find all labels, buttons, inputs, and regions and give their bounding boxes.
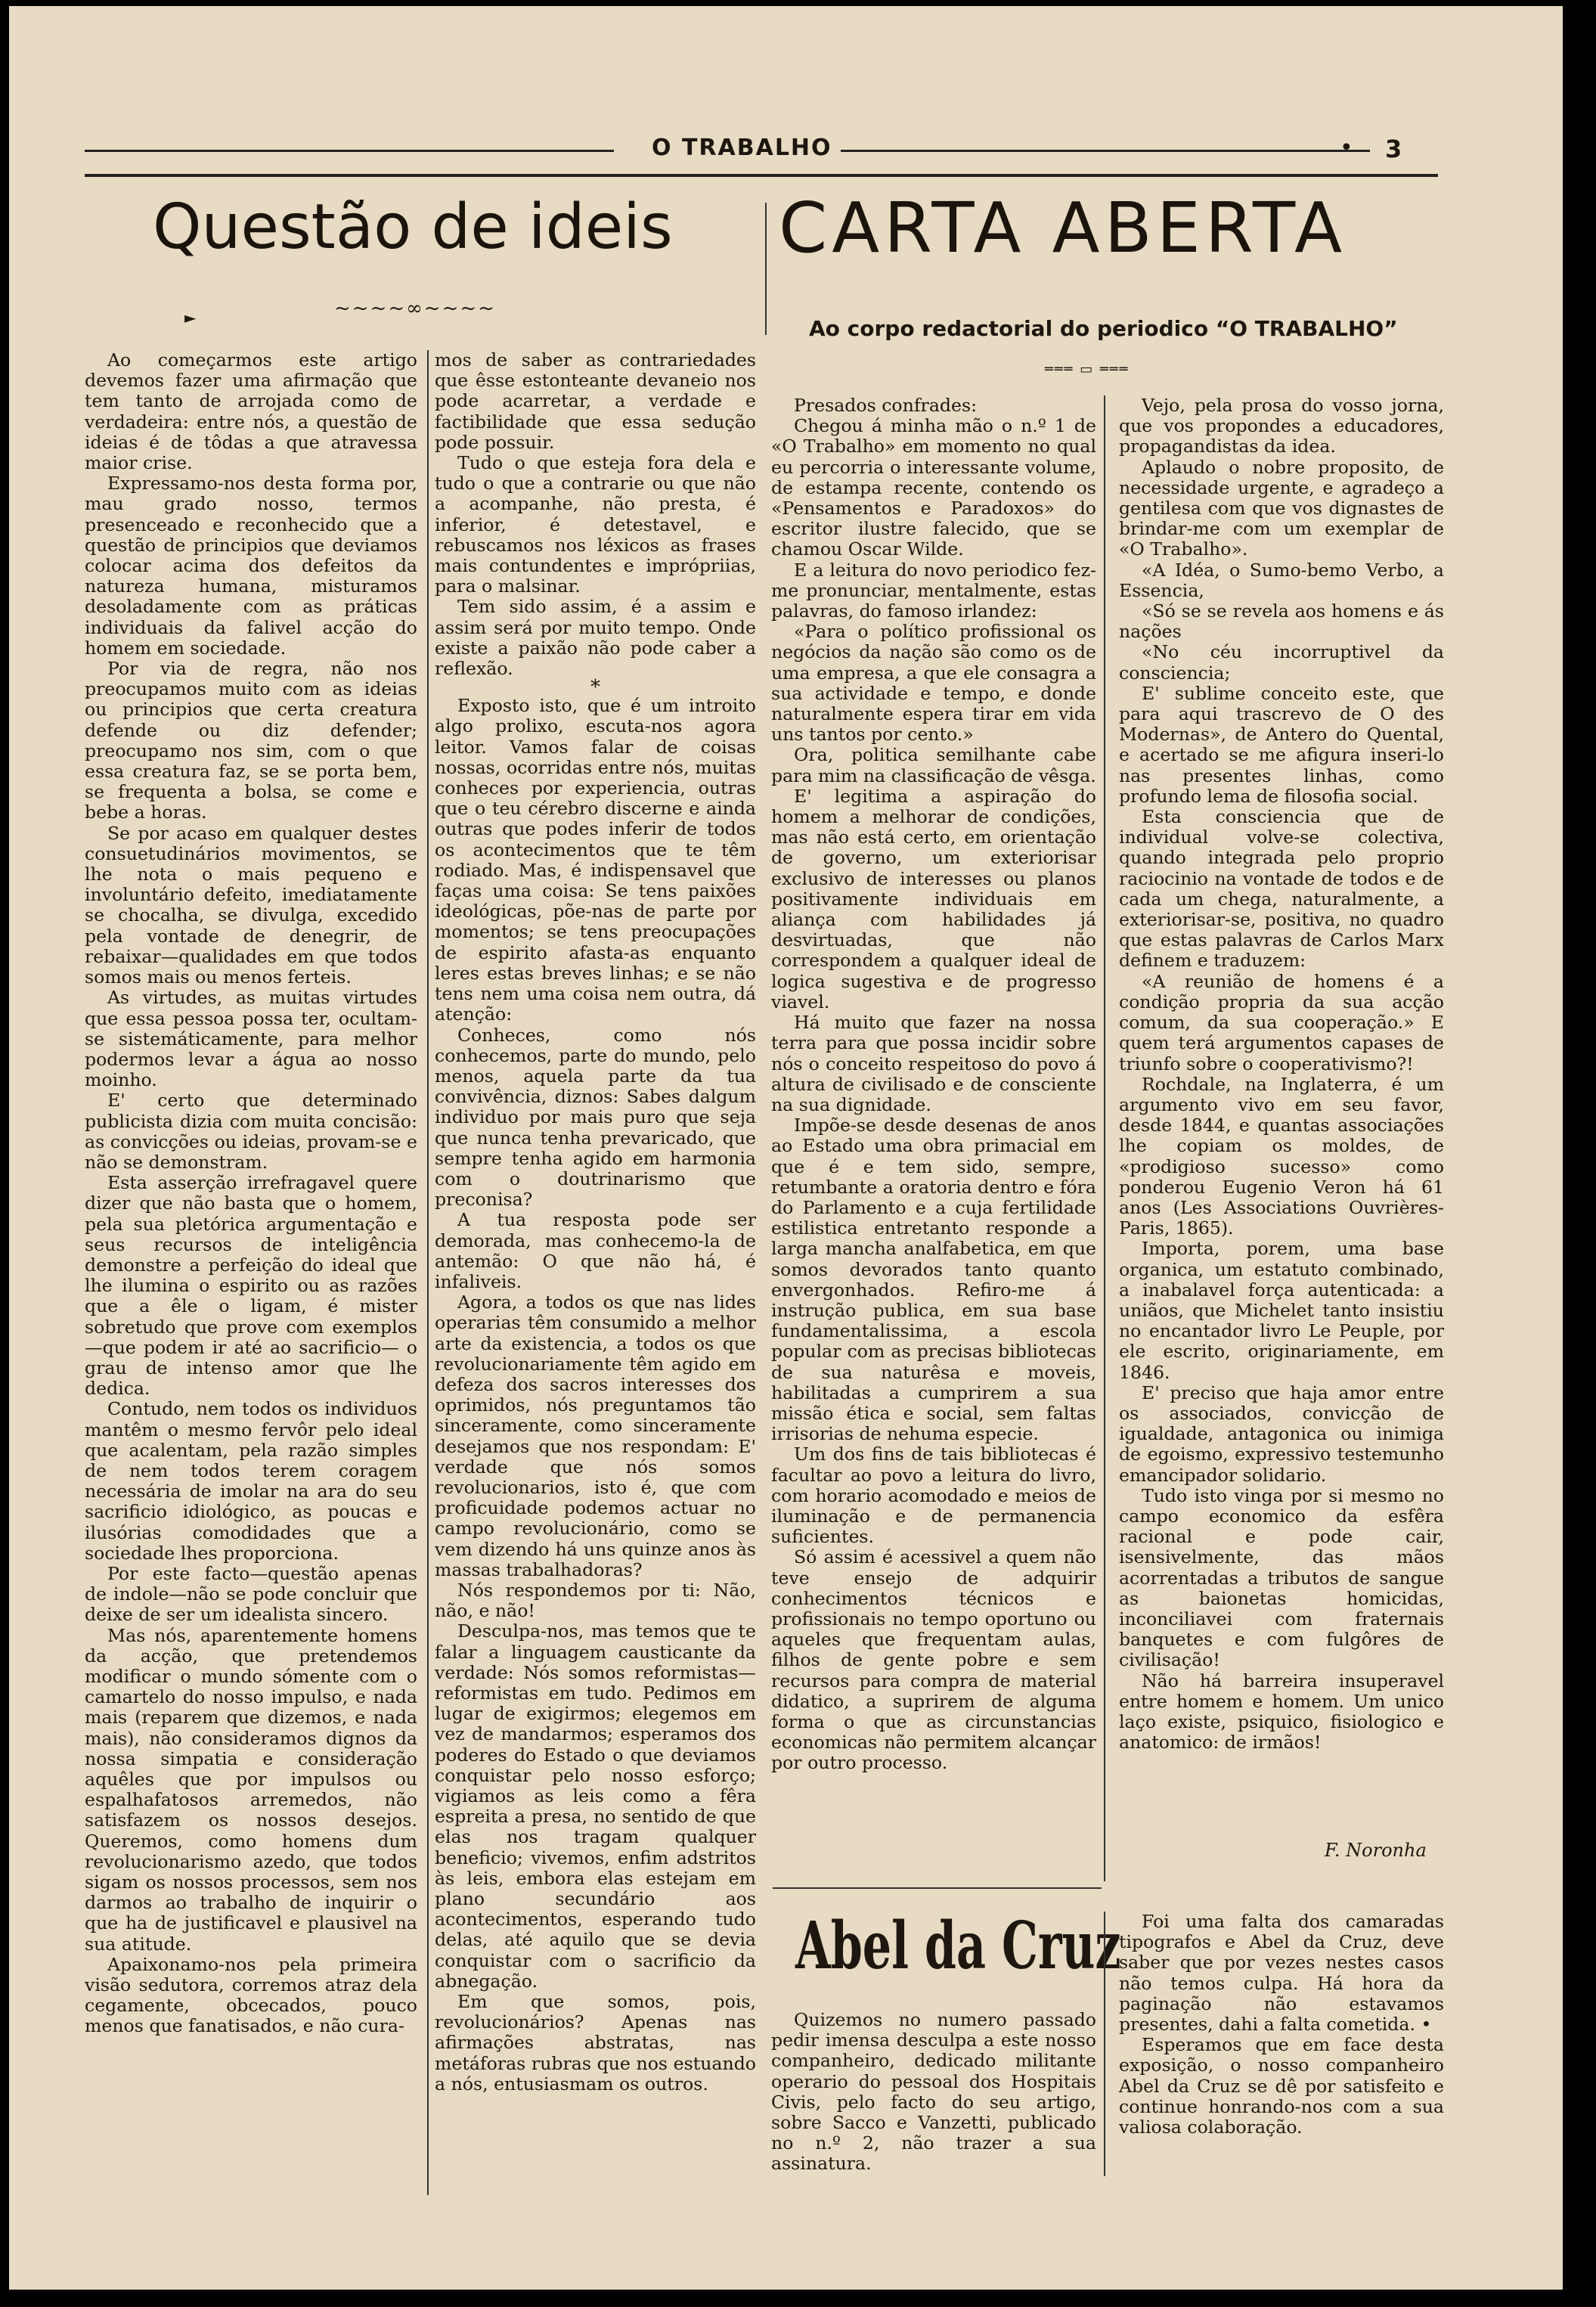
paragraph: Vejo, pela prosa do vosso jorna, que vos propondes a educadores, propagandistas da idea.: [1119, 395, 1444, 457]
article-title-abel: Abel da Cruz: [795, 1908, 1121, 1984]
paragraph: Tudo o que esteja fora dela e tudo o que a contrarie ou que não a acompanhe, não presta, é inferior, é detestavel, e rebuscamos nos léxicos as frases mais contundentes e imprópriias, para o malsinar.: [435, 452, 756, 597]
paragraph: Ao começarmos este artigo devemos fazer uma afirmação que tem tanto de arrojada como de verdadeira: entre nós, a questão de ideias é de tôdas a que atravessa maior crise.: [85, 349, 417, 474]
article-subtitle: Ao corpo redactorial do periodico “O TRABALHO”: [809, 316, 1398, 341]
title-ornament: ~~~~∞~~~~: [334, 297, 496, 320]
paragraph: Exposto isto, que é um introito algo prolixo, escuta-nos agora leitor. Vamos falar de coisas nossas, ocorridas entre nós, muitas conheces por experiencia, outras que o teu cérebro discerne e ainda outras que podes inferir de todos os acontecimentos que te têm rodiado. Mas, é indispensavel que faças uma coisa: Se tens paixões ideológicas, põe-nas de parte por momentos; se tens preocupações de espirito afasta-as enquanto leres estas breves linhas; e se não tens nem uma coisa nem outra, dá atenção:: [435, 695, 756, 1025]
paragraph: As virtudes, as muitas virtudes que essa pessoa possa ter, ocultam-se sistemáticamente, para melhor podermos levar a água ao nosso moinho.: [85, 987, 417, 1091]
paragraph: E a leitura do novo periodico fez-me pronunciar, mentalmente, estas palavras, do famoso irlandez:: [771, 559, 1096, 622]
paragraph: mos de saber as contrariedades que êsse estonteante devaneio nos pode acarretar, a verdade e factibilidade que essa sedução pode possuir.: [435, 349, 756, 453]
article2-column-1: [771, 395, 1096, 1774]
signature: F. Noronha: [1325, 1840, 1427, 1861]
arrow-ornament: ►: [184, 309, 198, 327]
paragraph: «A reunião de homens é a condição propria da sua acção comum, da sua cooperação.» E quem terá argumentos capases de triunfo sobre o cooperativismo?!: [1119, 970, 1444, 1074]
paragraph: «Só se se revela aos homens e ás nações: [1119, 600, 1444, 643]
header-bullet: •: [1340, 135, 1353, 161]
paragraph: Desculpa-nos, mas temos que te falar a linguagem causticante da verdade: Nós somos reformistas—reformistas em tudo. Pedimos em lugar de exigirmos; elegemos em vez de mandarmos; esperamos dos poderes do Estado o que deviamos conquistar pelo nosso esforço; vigiamos as leis como a fêra espreita a presa, no sentido de que elas nos tragam qualquer beneficio; vivemos, enfim adstritos às leis, embora elas estejam em plano secundário aos acontecimentos, esperando tudo delas, até aquilo que se devia conquistar com o sacrificio da abnegação.: [435, 1620, 756, 1992]
paragraph: Tudo isto vinga por si mesmo no campo economico da esfêra racional e pode cair, isensivelmente, das mãos acorrentadas a tributos de sangue as baionetas homicidas, inconciliavei com fraternais banquetes e com fulgôres de civilisação!: [1119, 1484, 1444, 1671]
paragraph: Expressamo-nos desta forma por, mau grado nosso, termos presenceado e reconhecido que a questão de principios que deviamos colocar acima dos defeitos da natureza humana, misturamos desoladamente com as práticas individuais da falivel acção do homem em sociedade.: [85, 473, 417, 659]
paragraph: Esta asserção irrefragavel quere dizer que não basta que o homem, pela sua pletórica argumentação e seus recursos de inteligência demonstre a perfeição do ideal que lhe ilumina o espirito ou as razões que a êle o ligam, é mister sobretudo que prove com exemplos —que podem ir até ao sacrificio— o grau de intenso amor que lhe dedica.: [85, 1172, 417, 1400]
paragraph: Ora, politica semilhante cabe para mim na classificação de vêsga.: [771, 744, 1096, 786]
paragraph: Esperamos que em face desta exposição, o nosso companheiro Abel da Cruz se dê por satisfeito e continue honrando-nos com a sua valiosa colaboração.: [1119, 2034, 1444, 2138]
paragraph: E' certo que determinado publicista dizia com muita concisão: as convicções ou ideias, provam-se e não se demonstram.: [85, 1090, 417, 1173]
article3-column-1: [771, 2010, 1096, 2175]
header-rule-right: [841, 150, 1370, 152]
subtitle-ornament: ═══ ▭ ═══: [1045, 361, 1130, 377]
paragraph: Apaixonamo-nos pela primeira visão sedutora, corremos atraz dela cegamente, obcecados, pouco menos que fanatisados, e não cura-: [85, 1953, 417, 2037]
paragraph: Esta consciencia que de individual volve-se colectiva, quando integrada pelo proprio raciocinio na vontade de todos e de cada um chega, naturalmente, a exteriorisar-se, positiva, no quadro que estas palavras de Carlos Marx definem e traduzem:: [1119, 806, 1444, 972]
paragraph: «A Idéa, o Sumo-bemo Verbo, a Essencia,: [1119, 559, 1444, 601]
paragraph: Um dos fins de tais bibliotecas é facultar ao povo a leitura do livro, com horario acomodado e meios de iluminação e de permanencia suficientes.: [771, 1443, 1096, 1548]
paragraph: E' preciso que haja amor entre os associados, convicção de igualdade, antagonica ou inimiga de egoismo, expressivo testemunho emancipador solidario.: [1119, 1381, 1444, 1486]
column-rule: [1104, 395, 1105, 1881]
paragraph: «Para o político profissional os negócios da nação são como os de uma empresa, a que ele consagra a sua actividade e tempo, e donde naturalmente espera tirar em vida uns tantos por cento.»: [771, 621, 1096, 746]
paragraph: «No céu incorruptivel da consciencia;: [1119, 641, 1444, 684]
article2-column-2: [1119, 395, 1444, 1753]
paragraph: Não há barreira insuperavel entre homem e homem. Um unico laço existe, psiquico, fisiologico e anatomico: de irmãos!: [1119, 1670, 1444, 1754]
paragraph: E' sublime conceito este, que para aqui trascrevo de O des Modernas», de Antero do Quental, e acertado se me afigura inseri-lo nas presentes linhas, como profundo lema de filosofia social.: [1119, 682, 1444, 807]
column-rule: [1104, 1912, 1105, 2176]
paragraph: Por via de regra, não nos preocupamos muito com as ideias ou principios que certa creatura defende ou diz defender; preocupamo nos sim, com o que essa creatura faz, se se porta bem, se frequenta a bolsa, se come e bebe a horas.: [85, 658, 417, 823]
paragraph: Agora, a todos os que nas lides operarias têm consumido a melhor arte da existencia, a todos os que revolucionariamente têm agido em defeza dos sacros interesses dos oprimidos, nós preguntamos tão sinceramente, como sinceramente desejamos que nos respondam: E' verdade que nós somos revolucionarios, isto é, que com proficuidade podemos actuar no campo revolucionário, como se vem dizendo há uns quinze anos às massas trabalhadoras?: [435, 1291, 756, 1580]
paragraph: Se por acaso em qualquer destes consuetudinários movimentos, se lhe nota o mais pequeno e involuntário defeito, imediatamente se chocalha, se divulga, excedido pela vontade de denegrir, de rebaixar—qualidades em que todos somos mais ou menos ferteis.: [85, 822, 417, 988]
section-star: *: [590, 676, 600, 699]
paragraph: Quizemos no numero passado pedir imensa desculpa a este nosso companheiro, dedicado militante operario do pessoal dos Hospitais Civis, pelo facto do seu artigo, sobre Sacco e Vanzetti, publicado no n.º 2, não trazer a sua assinatura.: [771, 2009, 1096, 2175]
article-title-questao: Questão de ideis: [153, 191, 673, 263]
column-rule: [765, 203, 767, 335]
paragraph: Nós respondemos por ti: Não, não, e não!: [435, 1579, 756, 1622]
article1-column-2-bottom: [435, 696, 756, 2095]
article1-column-2-top: [435, 350, 756, 679]
header-rule-left: [85, 150, 614, 152]
paragraph: Contudo, nem todos os individuos mantêm o mesmo fervôr pelo ideal que acalentam, pela razão simples de nem todos terem coragem necessária de imolar na ara do seu sacrificio idiológico, as poucas e ilusórias comodidades que a sociedade lhes proporciona.: [85, 1398, 417, 1564]
paragraph: Chegou á minha mão o n.º 1 de «O Trabalho» em momento no qual eu percorria o interessante volume, de estampa recente, contendo os «Pensamentos e Paradoxos» do escritor ilustre falecido, que se chamou Oscar Wilde.: [771, 415, 1096, 560]
article-title-carta-aberta: CARTA ABERTA: [779, 188, 1347, 268]
paragraph: Rochdale, na Inglaterra, é um argumento vivo em seu favor, desde 1844, e quantas associações lhe copiam os moldes, de «prodigioso sucesso» como ponderou Eugenio Veron há 61 anos (Les Associations Ouvrières-Paris, 1865).: [1119, 1073, 1444, 1239]
paragraph: Foi uma falta dos camaradas tipografos e Abel da Cruz, deve saber que por vezes nestes casos não temos culpa. Há hora da paginação não estavamos presentes, dahi a falta cometida. •: [1119, 1911, 1444, 2036]
paragraph: Importa, porem, uma base organica, um estatuto combinado, a inabalavel força autenticada: a uniãos, que Michelet tanto insistiu no encantador livro Le Peuple, por ele escrito, originariamente, em 1846.: [1119, 1238, 1444, 1383]
paragraph: E' legitima a aspiração do homem a melhorar de condições, mas não está certo, em orientação de governo, um exteriorisar exclusivo de interesses ou planos positivamente individuais em aliança com habilidades já desvirtuadas, que não correspondem a qualquer ideal de logica sugestiva e de progresso viavel.: [771, 785, 1096, 1012]
paragraph: Por este facto—questão apenas de indole—não se pode concluir que deixe de ser um idealista sincero.: [85, 1562, 417, 1626]
paragraph: Mas nós, aparentemente homens da acção, que pretendemos modificar o mundo sómente com o camartelo do nosso impulso, e nada mais (reparem que dizemos, e nada mais), não consideramos dignos da nossa simpatia e consideração aquêles que por impulsos ou espalhafatosos arremedos, não satisfazem os nossos desejos. Queremos, como homens dum revolucionarismo azedo, que todos sigam os nossos processos, sem nos darmos ao trabalho de inquirir o que ha de justificavel e plausivel na sua atitude.: [85, 1624, 417, 1955]
paragraph: Presados confrades:: [794, 395, 978, 416]
paragraph: A tua resposta pode ser demorada, mas conhecemo-la de antemão: O que não há, é infaliveis.: [435, 1209, 756, 1292]
paragraph: Tem sido assim, é a assim e assim será por muito tempo. Onde existe a paixão não pode caber a reflexão.: [435, 596, 756, 680]
page-number: 3: [1385, 135, 1402, 163]
paragraph: Aplaudo o nobre proposito, de necessidade urgente, e agradeço a gentilesa com que vos dignastes de brindar-me com um exemplar de «O Trabalho».: [1119, 456, 1444, 560]
newspaper-page: [9, 6, 1563, 2290]
column-rule: [427, 350, 429, 2195]
article1-column-2: [435, 350, 756, 2095]
article1-column-1: [85, 350, 417, 2037]
page-header: [85, 135, 1438, 165]
header-bottom-rule: [85, 174, 1438, 177]
section-rule: [773, 1887, 1102, 1889]
paragraph: Impõe-se desde desenas de anos ao Estado uma obra primacial em que é e tem sido, sempre, retumbante a oratoria dentro e fóra do Parlamento e a cuja fertilidade estilistica entretanto responde a larga mancha analfabetica, em que somos devorados tanto quanto envergonhados. Refiro-me á instrução publica, em sua base fundamentalissima, a escola popular com as precisas bibliotecas de sua naturêsa e moveis, habilitadas a cumprirem a sua missão ética e social, sem faltas irrisorias de nehuma especie.: [771, 1115, 1096, 1445]
newspaper-name: O TRABALHO: [652, 135, 832, 161]
paragraph: Em que somos, pois, revolucionários? Apenas nas afirmações abstratas, nas metáforas rubras que nos estuando a nós, entusiasmam os outros.: [435, 1991, 756, 2095]
paragraph: Há muito que fazer na nossa terra para que possa incidir sobre nós o conceito respeitoso do povo á altura de civilisado e de consciente na sua dignidade.: [771, 1012, 1096, 1115]
article3-column-2: [1119, 1912, 1444, 2138]
paragraph: Só assim é acessivel a quem não teve ensejo de adquirir conhecimentos técnicos e profissionais no tempo oportuno ou aqueles que frequentam aulas, filhos de gente pobre e sem recursos para compra de material didatico, a suprirem de alguma forma o que as circunstancias economicas não permitem alcançar por outro processo.: [771, 1546, 1096, 1774]
paragraph: Conheces, como nós conhecemos, parte do mundo, pelo menos, aquela parte da tua convivência, diznos: Sabes dalgum individuo por mais puro que seja que nunca tenha prevaricado, que sempre tenha agido em harmonia com o doutrinarismo que preconisa?: [435, 1024, 756, 1211]
